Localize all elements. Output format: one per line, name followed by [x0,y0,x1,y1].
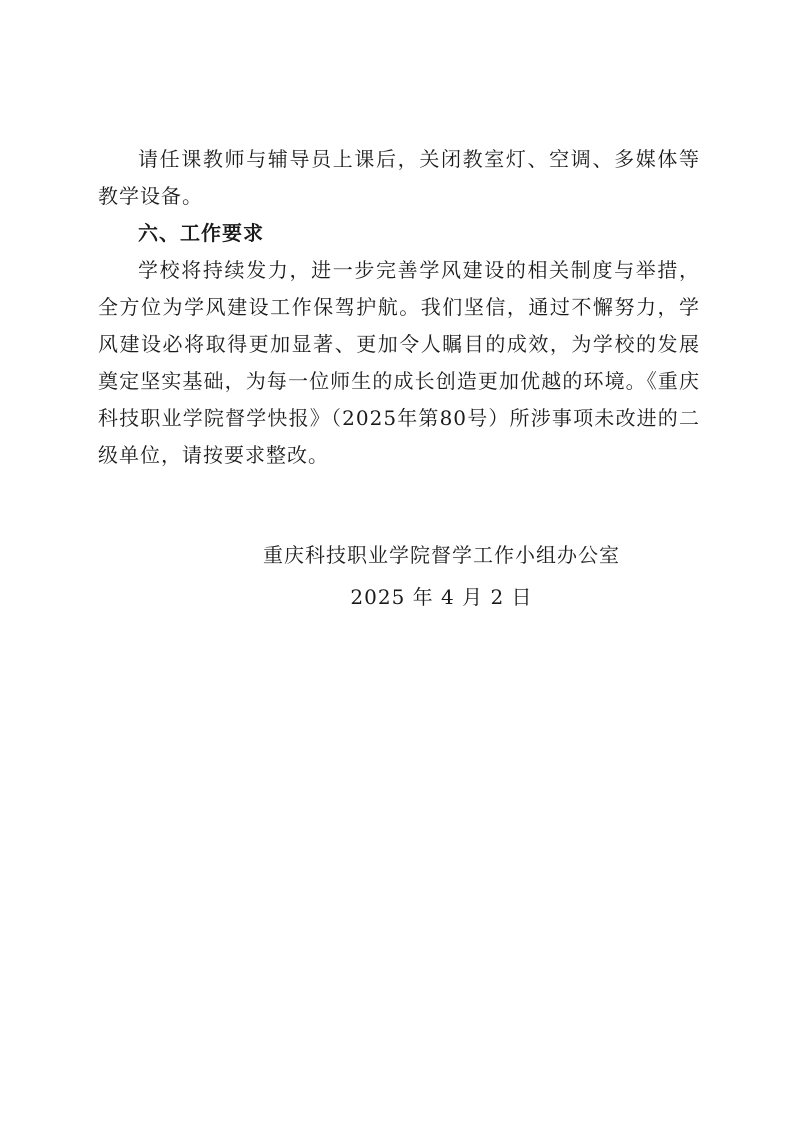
section-heading-work-requirements: 六、工作要求 [138,221,264,245]
paragraph-work-requirements: 学校将持续发力，进一步完善学风建设的相关制度与举措，全方位为学风建设工作保驾护航。我们坚信，通过不懈努力，学风建设必将取得更加显著、更加令人瞩目的成效，为学校的发展奠定坚实基础，为每一位师生的成长创造更加优越的环境。《重庆科技职业学院督学快报》（2025年第80号）所涉事项未改进的二级单位，请按要求整改。 [98,258,700,467]
signature-date: 2025 年 4 月 2 日 [350,585,533,609]
signature-organization: 重庆科技职业学院督学工作小组办公室 [263,543,620,567]
paragraph-equipment-shutdown: 请任课教师与辅导员上课后，关闭教室灯、空调、多媒体等教学设备。 [98,147,700,208]
document-body [98,141,700,474]
